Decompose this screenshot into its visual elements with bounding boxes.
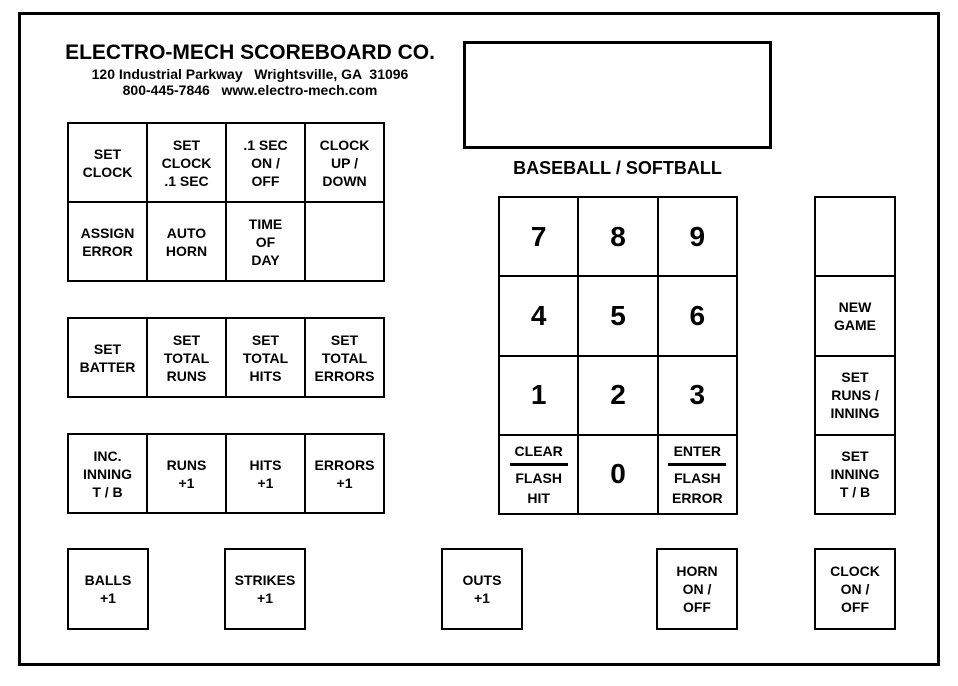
set-totals-key-group xyxy=(67,317,385,398)
company-contact: 800-445-7846 www.electro-mech.com xyxy=(122,82,378,98)
set-clock-tenth-button[interactable]: SET CLOCK .1 SEC xyxy=(148,124,225,201)
company-address: 120 Industrial Parkway Wrightsville, GA 31096 xyxy=(91,66,409,82)
set-inning-button[interactable]: SET INNING T / B xyxy=(816,436,894,513)
key-9[interactable]: 9 xyxy=(659,198,736,275)
right-key-column xyxy=(814,196,896,515)
new-game-button[interactable]: NEW GAME xyxy=(816,277,894,354)
errors-plus-one-button[interactable]: ERRORS +1 xyxy=(306,435,383,512)
runs-plus-one-button[interactable]: RUNS +1 xyxy=(148,435,225,512)
key-6[interactable]: 6 xyxy=(659,277,736,354)
company-header xyxy=(50,40,450,98)
key-3[interactable]: 3 xyxy=(659,357,736,434)
blank-key xyxy=(816,198,894,275)
set-runs-inning-button[interactable]: SET RUNS / INNING xyxy=(816,357,894,434)
enter-flash-error-button[interactable] xyxy=(659,436,736,513)
clock-key-group xyxy=(67,122,385,282)
auto-horn-button[interactable]: AUTO HORN xyxy=(148,203,225,280)
set-total-hits-button[interactable]: SET TOTAL HITS xyxy=(227,319,304,396)
set-batter-button[interactable]: SET BATTER xyxy=(69,319,146,396)
key-1[interactable]: 1 xyxy=(500,357,577,434)
key-divider xyxy=(510,463,568,466)
increment-key-group xyxy=(67,433,385,514)
numeric-keypad xyxy=(498,196,738,515)
mode-title: BASEBALL / SOFTBALL xyxy=(513,158,722,178)
display-window xyxy=(463,41,772,149)
inc-inning-button[interactable]: INC. INNING T / B xyxy=(69,435,146,512)
key-7[interactable]: 7 xyxy=(500,198,577,275)
blank-key xyxy=(306,203,383,280)
flash-error-label: FLASH ERROR xyxy=(672,469,723,506)
set-total-runs-button[interactable]: SET TOTAL RUNS xyxy=(148,319,225,396)
company-name: ELECTRO-MECH SCOREBOARD CO. xyxy=(65,41,435,64)
hits-plus-one-button[interactable]: HITS +1 xyxy=(227,435,304,512)
clear-flash-hit-button[interactable] xyxy=(500,436,577,513)
balls-plus-one-button[interactable]: BALLS +1 xyxy=(67,548,149,630)
set-total-errors-button[interactable]: SET TOTAL ERRORS xyxy=(306,319,383,396)
set-clock-button[interactable]: SET CLOCK xyxy=(69,124,146,201)
time-of-day-button[interactable]: TIME OF DAY xyxy=(227,203,304,280)
enter-label: ENTER xyxy=(673,442,722,459)
clock-toggle-button[interactable]: CLOCK ON / OFF xyxy=(814,548,896,630)
key-4[interactable]: 4 xyxy=(500,277,577,354)
key-8[interactable]: 8 xyxy=(579,198,656,275)
key-2[interactable]: 2 xyxy=(579,357,656,434)
key-5[interactable]: 5 xyxy=(579,277,656,354)
assign-error-button[interactable]: ASSIGN ERROR xyxy=(69,203,146,280)
strikes-plus-one-button[interactable]: STRIKES +1 xyxy=(224,548,306,630)
horn-toggle-button[interactable]: HORN ON / OFF xyxy=(656,548,738,630)
clock-up-down-button[interactable]: CLOCK UP / DOWN xyxy=(306,124,383,201)
flash-hit-label: FLASH HIT xyxy=(515,469,562,506)
clear-label: CLEAR xyxy=(514,442,563,459)
outs-plus-one-button[interactable]: OUTS +1 xyxy=(441,548,523,630)
key-divider xyxy=(668,463,726,466)
key-0[interactable]: 0 xyxy=(579,436,656,513)
tenth-second-toggle-button[interactable]: .1 SEC ON / OFF xyxy=(227,124,304,201)
